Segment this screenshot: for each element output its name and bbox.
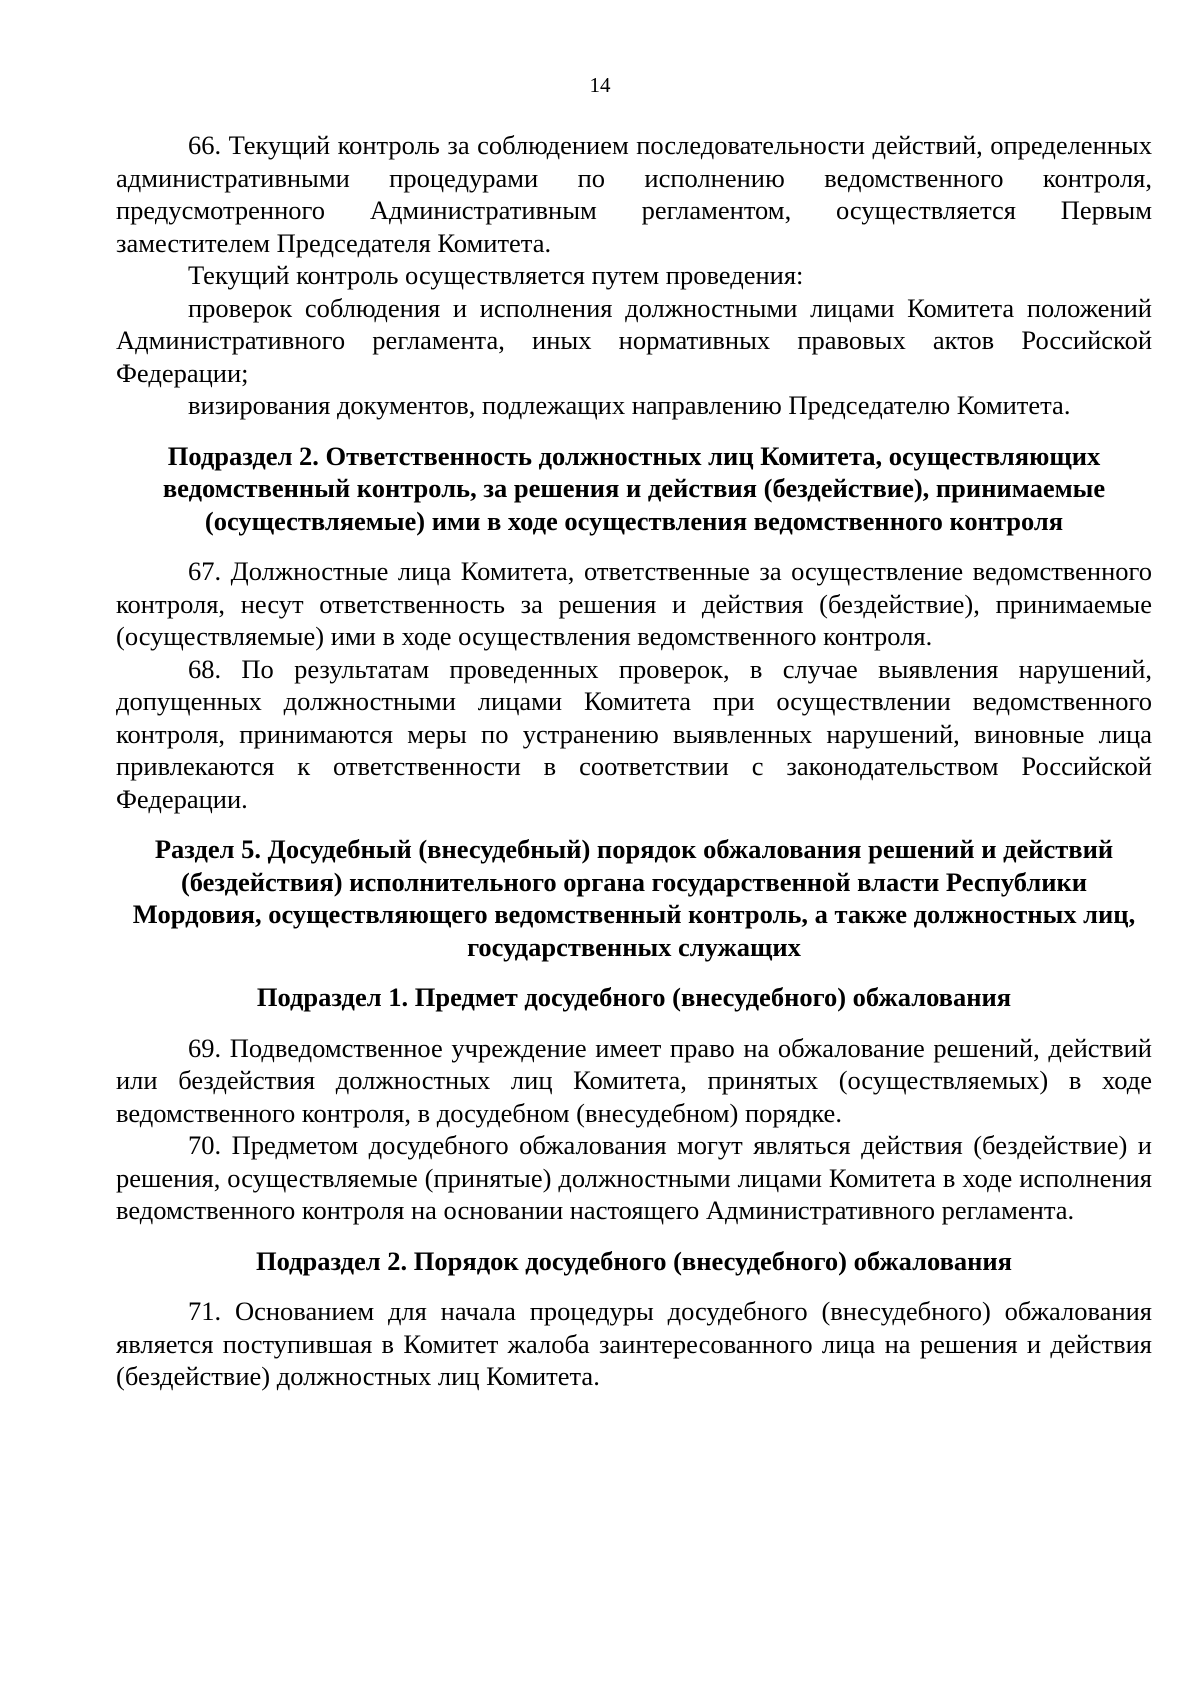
paragraph-68: 68. По результатам проведенных проверок, в случае выявления нарушений, допущенных должностными лицами Комитета при осуществлении ведомственного контроля, принимаются меры по устранению выявленных нарушений, виновные лица привлекаются к ответственности в соответствии с законодательством Российской Федерации.: [116, 653, 1152, 814]
heading-subsection-1-subject: Подраздел 1. Предмет досудебного (внесудебного) обжалования: [256, 982, 1012, 1012]
paragraph-66: 66. Текущий контроль за соблюдением последовательности действий, определенных административными процедурами по исполнению ведомственного контроля, предусмотренного Административным регламентом, осуществляется Первым заместителем Председателя Комитета.: [116, 130, 1152, 258]
paragraph-67: 67. Должностные лица Комитета, ответственные за осуществление ведомственного контроля, несут ответственность за решения и действия (бездействие), принимаемые (осуществляемые) ими в ходе осуществления ведомственного контроля.: [116, 556, 1152, 651]
paragraph-current-control: Текущий контроль осуществляется путем проведения:: [188, 260, 804, 290]
heading-section-5: Раздел 5. Досудебный (внесудебный) порядок обжалования решений и действий (бездействия) исполнительного органа государственной власти Республики Мордовия, осуществляющего ведомственный контроль, а также должностных лиц, государственных служащих: [132, 834, 1136, 962]
heading-subsection-2-responsibility: Подраздел 2. Ответственность должностных лиц Комитета, осуществляющих ведомственный контроль, за решения и действия (бездействие), принимаемые (осуществляемые) ими в ходе осуществления ведомственного контроля: [162, 440, 1106, 536]
document-body: [116, 129, 1152, 1393]
paragraph-71: 71. Основанием для начала процедуры досудебного (внесудебного) обжалования является поступившая в Комитет жалоба заинтересованного лица на решения и действия (бездействие) должностных лиц Комитета.: [116, 1296, 1152, 1391]
paragraph-69: 69. Подведомственное учреждение имеет право на обжалование решений, действий или бездействия должностных лиц Комитета, принятых (осуществляемых) в ходе ведомственного контроля, в досудебном (внесудебном) порядке.: [116, 1032, 1152, 1128]
paragraph-70: 70. Предметом досудебного обжалования могут являться действия (бездействие) и решения, осуществляемые (принятые) должностными лицами Комитета в ходе исполнения ведомственного контроля на основании настоящего Административного регламента.: [116, 1130, 1152, 1225]
paragraph-checks: проверок соблюдения и исполнения должностными лицами Комитета положений Административного регламента, иных нормативных правовых актов Российской Федерации;: [116, 292, 1152, 388]
heading-subsection-2-procedure: Подраздел 2. Порядок досудебного (внесудебного) обжалования: [255, 1245, 1013, 1276]
paragraph-endorsement: визирования документов, подлежащих направлению Председателю Комитета.: [188, 390, 1071, 420]
page-number: 14: [589, 73, 611, 97]
